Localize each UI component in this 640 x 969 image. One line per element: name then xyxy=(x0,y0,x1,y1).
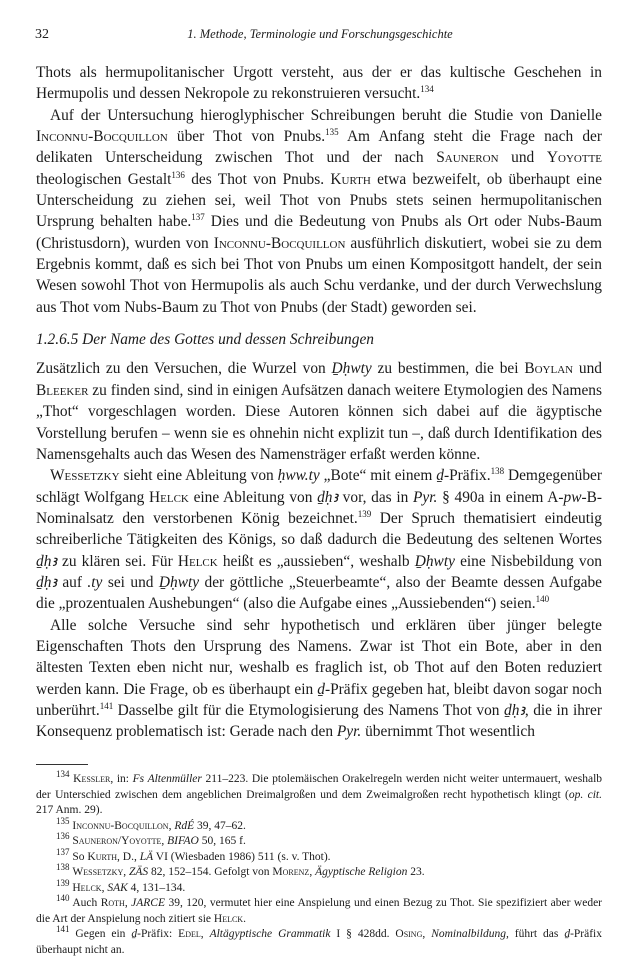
author-name: Kurth xyxy=(87,850,118,863)
italic-term: .ty xyxy=(87,573,103,591)
footnote-marker: 139 xyxy=(357,508,372,519)
footnote-marker: 141 xyxy=(99,700,114,711)
body-paragraph xyxy=(36,465,602,614)
text-run: der göttliche „Steuerbeamte“, also der Beamte dessen Aufgabe die „prozentualen Aushebungen“ (also die Aufgabe eines „Aussiebenden“) seien. xyxy=(36,573,603,613)
italic-term: ḥww.ty xyxy=(277,467,320,485)
text-run: VI (Wiesbaden 1986) 511 (s. v. Thot). xyxy=(153,850,331,863)
text-run: Auch xyxy=(69,897,101,909)
footnote-marker: 136 xyxy=(171,169,185,180)
footnote-marker: 134 xyxy=(56,769,70,780)
text-run: -Präfix: xyxy=(137,928,179,940)
text-run: Thots als hermupolitanischer Urgott versteht, aus der er das kultische Geschehen in Hermupolis und dessen Nekropole zu rekonstruieren versucht. xyxy=(36,64,602,103)
text-run: , die in ihrer Konsequenz problematisch ist: Gerade nach den xyxy=(36,701,603,741)
footnote-divider xyxy=(36,764,88,765)
text-run: zu klären sei. Für xyxy=(56,552,178,570)
text-run: ausführlich diskutiert, wobei sie zu dem Ergebnis kommt, daß es sich bei Thot von Pnubs um einen Kompositgott handelt, der sein Wesen sowohl Thot von Hermupolis als auch Schu verdanke, und der durch Verwechslung aus Thot vom Nubs-Baum zu Thot von Pnubs (der Stadt) geworden sei. xyxy=(36,234,602,316)
text-run: -Präfix überhaupt nicht an. xyxy=(36,928,602,956)
italic-term: LÄ xyxy=(139,850,154,863)
text-run: übernimmt Thot wesentlich xyxy=(361,723,535,741)
footnote xyxy=(36,831,602,850)
text-run: , xyxy=(200,928,210,940)
footnote xyxy=(36,862,602,881)
footnote-marker: 135 xyxy=(56,815,70,826)
text-run: , xyxy=(168,819,175,832)
text-run: „Bote“ mit einem xyxy=(319,467,437,485)
italic-term: Ḏḥwty xyxy=(414,552,455,570)
body-paragraph xyxy=(36,62,602,105)
italic-term: ḏḥꜣ xyxy=(504,701,525,719)
text-run: Am Anfang steht die Frage nach der delikaten Unterscheidung zwischen Thot und der nach xyxy=(36,128,602,167)
author-name: Boylan xyxy=(524,360,574,378)
text-run: etwa bezweifelt, ob überhaupt eine Unterscheidung zu ziehen sei, weil Thot von Pnubs stets seinen hermupolitanischen Ursprung behalten habe. xyxy=(36,170,602,231)
text-run: So xyxy=(69,850,88,863)
text-run: , in: xyxy=(110,773,133,785)
text-run: führt das xyxy=(508,928,565,940)
footnote-marker: 138 xyxy=(56,862,70,873)
text-run: Demgegenüber schlägt Wolfgang xyxy=(36,467,602,506)
text-run: 82, 152–154. Gefolgt von xyxy=(148,866,273,878)
text-run: und xyxy=(498,149,547,167)
italic-term: BIFAO xyxy=(167,835,199,847)
text-run: Auf der Untersuchung hieroglyphischer Schreibungen beruht die Studie von Danielle xyxy=(50,106,602,124)
author-name: Wessetzky xyxy=(72,866,124,878)
body-paragraph xyxy=(36,358,602,465)
footnote-marker: 134 xyxy=(420,84,434,95)
section-heading: 1.2.6.5 Der Name des Gottes und dessen Schreibungen xyxy=(36,331,374,349)
italic-term: ḏ xyxy=(317,680,325,698)
author-name: Kessler xyxy=(73,773,111,785)
author-name: Inconnu-Bocquillon xyxy=(72,819,169,832)
text-run: 217 Anm. 29). xyxy=(36,804,103,816)
text-run: , xyxy=(309,866,316,878)
text-run: 39, 120, vermutet hier eine Anspielung und einen Bezug zu Thot. Sie spezifiziert aber weder die Art der Anspielung noch zitiert sie xyxy=(36,897,602,925)
italic-term: ḏḥꜣ xyxy=(317,488,338,506)
text-run: eine Nisbebildung von xyxy=(454,552,602,570)
author-name: Morenz xyxy=(272,866,310,878)
text-run: sieht eine Ableitung von xyxy=(119,467,278,485)
text-run: . xyxy=(243,912,246,925)
footnote-marker: 138 xyxy=(490,466,505,477)
italic-term: Pyr. xyxy=(413,488,438,506)
author-name: Roth xyxy=(100,897,125,909)
author-name: Sauneron/Yoyotte xyxy=(72,835,162,847)
footnote-marker: 141 xyxy=(56,924,70,935)
footnote xyxy=(36,893,602,927)
page-number: 32 xyxy=(35,27,49,42)
text-run: zu bestimmen, die bei xyxy=(371,360,525,378)
text-run: heißt es „aussieben“, weshalb xyxy=(217,552,415,570)
text-run: theologischen Gestalt xyxy=(36,170,172,188)
text-run: -Präfix gegeben hat, bleibt davon sogar noch unberührt. xyxy=(36,680,602,719)
text-run: , xyxy=(422,928,432,940)
text-run: über Thot von Pnubs. xyxy=(167,128,326,146)
author-name: Kurth xyxy=(330,170,371,188)
author-name: Wessetzky xyxy=(50,467,120,485)
footnote-marker: 140 xyxy=(56,893,70,904)
main-text xyxy=(36,62,602,743)
footnote-marker: 137 xyxy=(56,846,70,857)
italic-term: SAK xyxy=(107,881,128,894)
text-run: Dies und die Bedeutung von Pnubs als Ort oder Nubs-Baum (Christusdorn), wurden von xyxy=(36,213,602,252)
text-run: , xyxy=(161,835,168,847)
text-run: 211–223. Die ptolemäischen Orakelregeln werden nicht weiter untermauert, weshalb der Unterschied zwischen dem angeblichen Dreimalgroßen und dem Zweimalgroßen recht hypothetisch klingt ( xyxy=(36,773,603,801)
text-run: Der Spruch thematisiert eindeutig schreiberliche Tätigkeiten des Königs, so daß dadurch die Bedeutung des seltenen Wortes xyxy=(36,509,602,549)
italic-term: JARCE xyxy=(131,897,165,909)
paragraph-group-intro xyxy=(36,62,602,318)
italic-term: Ḏḥwty xyxy=(331,360,372,378)
footnote-marker: 137 xyxy=(191,212,205,223)
text-run: auf xyxy=(56,573,88,591)
text-run: I § 428dd. xyxy=(330,928,396,940)
text-run: 50, 165 f. xyxy=(198,835,246,847)
text-run: sei und xyxy=(102,573,159,591)
text-run: 23. xyxy=(407,866,425,878)
italic-term: Pyr. xyxy=(336,723,362,741)
text-run: Gegen ein xyxy=(69,928,132,940)
paragraph-group-name xyxy=(36,358,602,742)
footnote xyxy=(36,924,602,958)
text-run: eine Ableitung von xyxy=(188,488,318,506)
italic-term: ḏḥꜣ xyxy=(36,573,57,591)
text-run: Dasselbe gilt für die Etymologisierung des Namens Thot von xyxy=(113,701,504,719)
author-name: Inconnu-Bocquillon xyxy=(36,128,168,146)
text-run: und xyxy=(573,360,602,378)
italic-term: pw xyxy=(563,488,582,506)
footnote-marker: 135 xyxy=(325,126,339,137)
italic-term: RdÉ xyxy=(174,819,195,832)
body-paragraph xyxy=(36,105,602,318)
footnote-marker: 136 xyxy=(56,831,70,842)
footnote xyxy=(36,815,602,835)
italic-term: ZÄS xyxy=(128,866,149,878)
footnote xyxy=(36,769,603,819)
italic-term: ḏ xyxy=(436,467,444,485)
text-run: -B-Nominalsatz den verstorbenen König bezeichnet. xyxy=(36,488,602,527)
text-run: vor, das in xyxy=(337,488,414,506)
italic-term: Fs Altenmüller xyxy=(132,773,202,785)
author-name: Helck xyxy=(213,912,244,925)
footnote-marker: 140 xyxy=(535,594,550,605)
footnote xyxy=(36,877,602,897)
page-header xyxy=(35,27,605,47)
author-name: Helck xyxy=(177,552,218,570)
italic-term: Ägyptische Religion xyxy=(315,866,408,878)
text-run: Zusätzlich zu den Versuchen, die Wurzel von xyxy=(36,360,332,378)
author-name: Edel xyxy=(178,928,201,940)
author-name: Osing xyxy=(395,928,423,940)
italic-term: op. cit. xyxy=(568,788,603,801)
body-paragraph xyxy=(36,615,602,743)
text-run: , xyxy=(124,897,132,909)
running-title: 1. Methode, Terminologie und Forschungsgeschichte xyxy=(187,27,453,41)
author-name: Inconnu-Bocquillon xyxy=(213,234,346,252)
text-run: , xyxy=(123,866,129,878)
text-run: zu finden sind, sind in einigen Aufsätzen danach weitere Etymologien des Namens „Thot“ vorgeschlagen worden. Diese Autoren können sich dabei auf die ägyptische Vorstellung berufen – wenn sie es ohnehin nicht explizit tun –, daß durch Identifikation des Namensgehalts auch das Wesen des Namensträger erfaßt werden könne. xyxy=(36,381,602,463)
text-run: , xyxy=(101,881,108,894)
footnote-marker: 139 xyxy=(56,877,70,888)
text-run: , D., xyxy=(117,850,140,863)
footnotes xyxy=(36,769,603,958)
text-run: 4, 131–134. xyxy=(127,881,186,894)
author-name: Sauneron xyxy=(436,149,499,167)
text-run: Alle solche Versuche sind sehr hypothetisch und erklären über jünger belegte Eigenschaften Thots den Ursprung des Namens. Zwar ist Thot ein Bote, aber in den ältesten Texten eben nicht nur, weshalb es fraglich ist, ob Thot auf den Boten reduziert werden kann. Die Frage, ob es überhaupt ein xyxy=(36,616,602,698)
italic-term: ḏḥꜣ xyxy=(36,552,57,570)
italic-term: Altägyptische Grammatik xyxy=(209,928,331,940)
text-run: § 490a in einem A- xyxy=(437,488,564,506)
italic-term: Ḏḥwty xyxy=(158,573,200,591)
italic-term: Nominalbildung, xyxy=(431,928,509,940)
text-run: 39, 47–62. xyxy=(194,819,246,832)
author-name: Bleeker xyxy=(36,381,89,399)
text-run: des Thot von Pnubs. xyxy=(184,170,331,188)
author-name: Yoyotte xyxy=(546,149,603,167)
text-run: -Präfix. xyxy=(443,467,491,485)
italic-term: ḏ xyxy=(564,928,571,940)
author-name: Helck xyxy=(72,881,102,894)
italic-term: ḏ xyxy=(131,928,138,940)
footnote xyxy=(36,846,602,866)
author-name: Helck xyxy=(149,488,189,506)
